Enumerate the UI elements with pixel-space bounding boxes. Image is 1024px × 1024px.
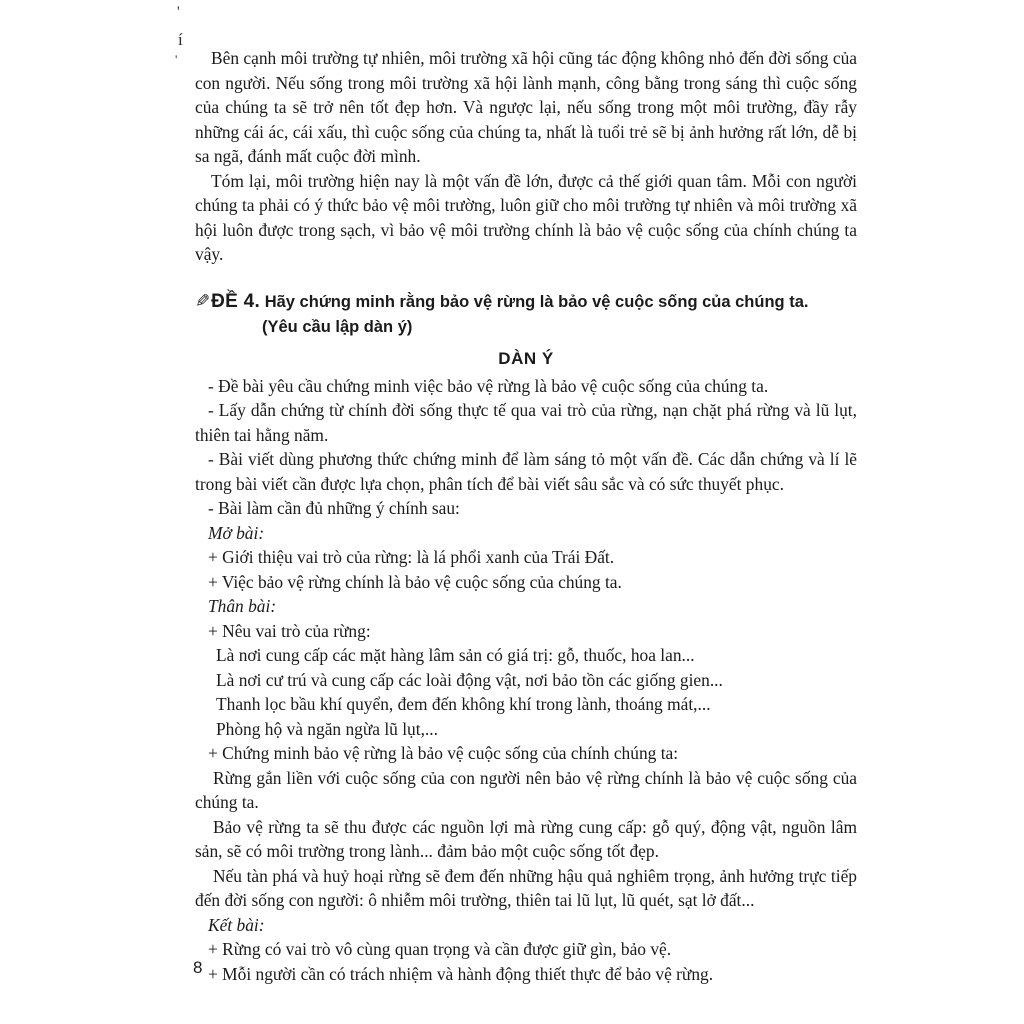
- scan-artifact: ': [177, 4, 180, 20]
- pencil-icon: ✎: [195, 290, 211, 312]
- outline-section-label: Thân bài:: [208, 596, 277, 616]
- page-content: [195, 46, 857, 986]
- intro-paragraph: Tóm lại, môi trường hiện nay là một vấn đề lớn, được cả thế giới quan tâm. Mỗi con người chúng ta phải có ý thức bảo vệ môi trường, luôn giữ cho môi trường tự nhiên và môi trường xã hội luôn được trong sạch, vì bảo vệ môi trường chính là bảo vệ cuộc sống của chính chúng ta vậy.: [195, 170, 857, 264]
- outline-item: - Lấy dẫn chứng từ chính đời sống thực tế qua vai trò của rừng, nạn chặt phá rừng và lũ lụt, thiên tai hằng năm.: [195, 400, 857, 445]
- scan-artifact: í: [178, 30, 183, 49]
- outline-paragraph: Rừng gắn liền với cuộc sống của con người nên bảo vệ rừng chính là bảo vệ cuộc sống của chúng ta.: [195, 767, 857, 812]
- intro-paragraph: Bên cạnh môi trường tự nhiên, môi trường xã hội cũng tác động không nhỏ đến đời sống của con người. Nếu sống trong môi trường xã hội lành mạnh, công bằng trong sáng thì cuộc sống của chúng ta sẽ trở nên tốt đẹp hơn. Và ngược lại, nếu sống trong một môi trường, đầy rẫy những cái ác, cái xấu, thì cuộc sống của chúng ta, nhất là tuổi trẻ sẽ bị ảnh hưởng rất lớn, dễ bị sa ngã, đánh mất cuộc đời mình.: [195, 48, 857, 166]
- outline-paragraph: Bảo vệ rừng ta sẽ thu được các nguồn lợi mà rừng cung cấp: gỗ quý, động vật, nguồn lâm sản, sẽ có môi trường trong lành... đảm bảo một cuộc sống tốt đẹp.: [195, 816, 857, 861]
- topic-heading: [195, 289, 857, 315]
- outline-section-label: Mở bài:: [208, 522, 265, 543]
- outline-item: + Nêu vai trò của rừng:: [208, 620, 371, 641]
- page-number: 8: [193, 958, 203, 977]
- outline-paragraph: Nếu tàn phá và huỷ hoại rừng sẽ đem đến những hậu quả nghiêm trọng, ảnh hưởng trực tiếp đến đời sống con người: ô nhiễm môi trường, thiên tai lũ lụt, lũ quét, sạt lở đất...: [195, 865, 857, 910]
- outline-subitem: Là nơi cư trú và cung cấp các loài động vật, nơi bảo tồn các giống gien...: [216, 669, 723, 690]
- outline-list: [195, 374, 857, 987]
- outline-item: - Bài viết dùng phương thức chứng minh để làm sáng tỏ một vấn đề. Các dẫn chứng và lí lẽ trong bài viết cần được lựa chọn, phân tích để bài viết sâu sắc và có sức thuyết phục.: [195, 449, 857, 494]
- outline-item: + Chứng minh bảo vệ rừng là bảo vệ cuộc sống của chính chúng ta:: [208, 743, 679, 763]
- outline-item: + Việc bảo vệ rừng chính là bảo vệ cuộc sống của chúng ta.: [208, 571, 622, 592]
- outline-item: + Mỗi người cần có trách nhiệm và hành động thiết thực để bảo vệ rừng.: [208, 963, 714, 984]
- topic-title: Hãy chứng minh rằng bảo vệ rừng là bảo vệ cuộc sống của chúng ta.: [260, 292, 809, 311]
- topic-label: ĐỀ 4.: [211, 290, 261, 312]
- outline-subitem: Phòng hộ và ngăn ngừa lũ lụt,...: [216, 718, 438, 739]
- outline-item: - Đề bài yêu cầu chứng minh việc bảo vệ rừng là bảo vệ cuộc sống của chúng ta.: [208, 375, 769, 396]
- outline-section-label: Kết bài:: [208, 914, 265, 935]
- outline-subitem: Thanh lọc bầu khí quyển, đem đến không khí trong lành, thoáng mát,...: [216, 694, 711, 714]
- outline-title: DÀN Ý: [498, 348, 554, 368]
- scan-artifact: ': [175, 52, 178, 67]
- outline-subitem: Là nơi cung cấp các mặt hàng lâm sản có giá trị: gỗ, thuốc, hoa lan...: [216, 645, 695, 665]
- outline-item: - Bài làm cần đủ những ý chính sau:: [208, 498, 460, 518]
- outline-item: + Giới thiệu vai trò của rừng: là lá phổi xanh của Trái Đất.: [208, 547, 615, 567]
- outline-item: + Rừng có vai trò vô cùng quan trọng và cần được giữ gìn, bảo vệ.: [208, 939, 672, 959]
- topic-subtitle: (Yêu cầu lập dàn ý): [262, 317, 413, 336]
